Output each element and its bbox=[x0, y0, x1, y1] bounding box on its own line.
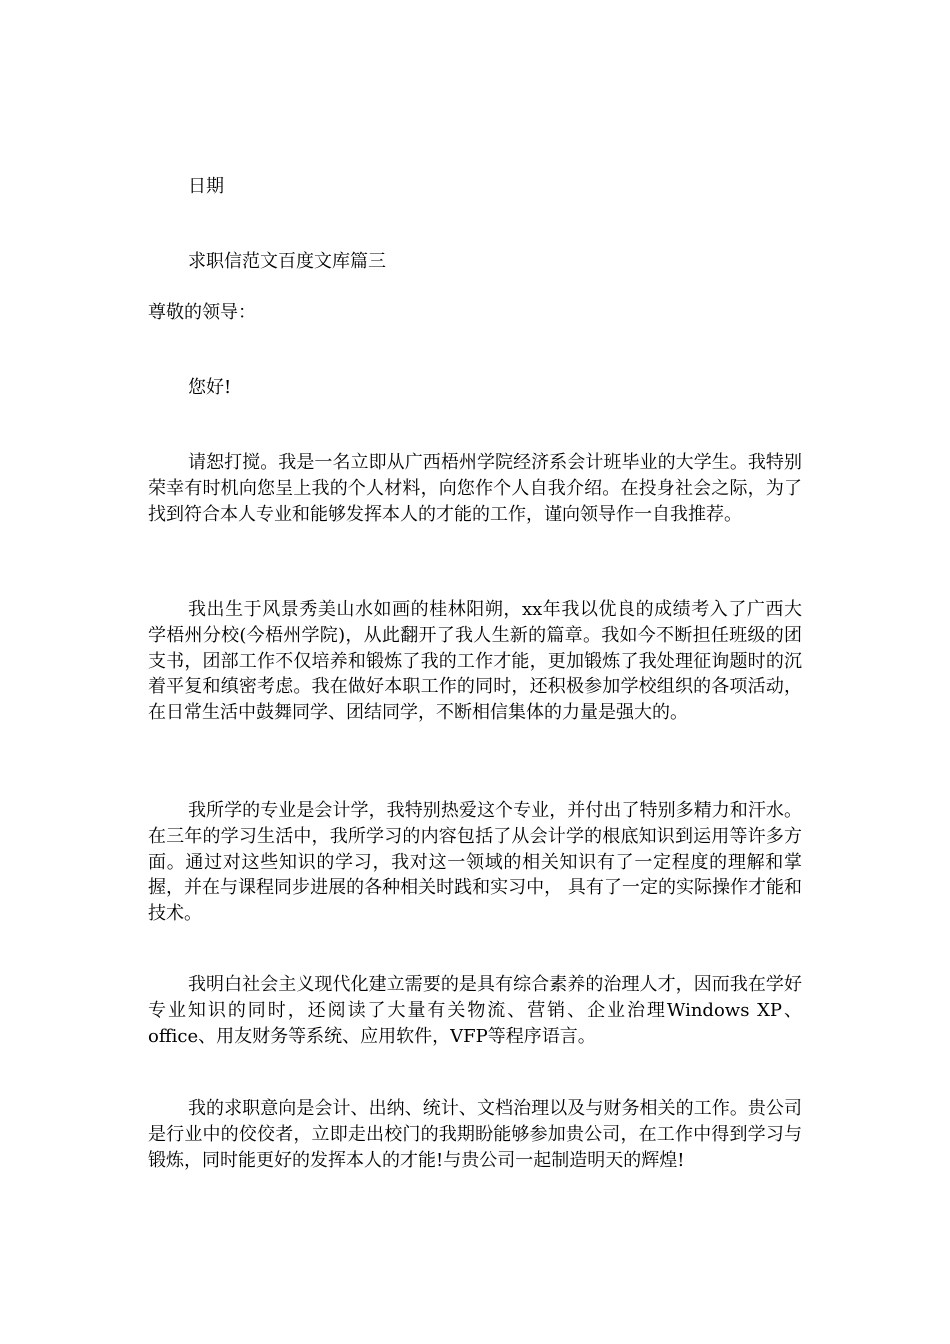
letter-title: 求职信范文百度文库篇三 bbox=[188, 251, 386, 272]
date-label: 日期 bbox=[188, 176, 224, 197]
paragraph-background: 我出生于风景秀美山水如画的桂林阳朔，xx年我以优良的成绩考入了广西大学梧州分校(今梧州学院)，从此翻开了我人生新的篇章。我如今不断担任班级的团支书，团部工作不仅培养和锻炼了我的工作才能，更加锻炼了我处理征询题时的沉着平复和缜密考虑。我在做好本职工作的同时，还积极参加学校组织的各项活动，在日常生活中鼓舞同学、团结同学，不断相信集体的力量是强大的。 bbox=[148, 599, 802, 724]
paragraph-major: 我所学的专业是会计学，我特别热爱这个专业，并付出了特别多精力和汗水。在三年的学习生活中，我所学习的内容包括了从会计学的根底知识到运用等许多方面。通过对这些知识的学习，我对这一领域的相关知识有了一定程度的理解和掌握，并在与课程同步进展的各种相关时践和实习中， 具有了一定的实际操作才能和技术。 bbox=[148, 800, 802, 925]
salutation: 尊敬的领导： bbox=[148, 302, 256, 323]
paragraph-job-intention: 我的求职意向是会计、出纳、统计、文档治理以及与财务相关的工作。贵公司是行业中的佼佼者，立即走出校门的我期盼能够参加贵公司，在工作中得到学习与锻炼，同时能更好的发挥本人的才能!与贵公司一起制造明天的辉煌! bbox=[148, 1098, 802, 1171]
paragraph-skills: 我明白社会主义现代化建立需要的是具有综合素养的治理人才，因而我在学好专业知识的同时，还阅读了大量有关物流、营销、企业治理Windows XP、office、用友财务等系统、应用软件，VFP等程序语言。 bbox=[148, 974, 802, 1047]
greeting: 您好! bbox=[188, 377, 232, 398]
paragraph-introduction: 请恕打搅。我是一名立即从广西梧州学院经济系会计班毕业的大学生。我特别荣幸有时机向您呈上我的个人材料，向您作个人自我介绍。在投身社会之际，为了找到符合本人专业和能够发挥本人的才能的工作，谨向领导作一自我推荐。 bbox=[148, 452, 802, 525]
